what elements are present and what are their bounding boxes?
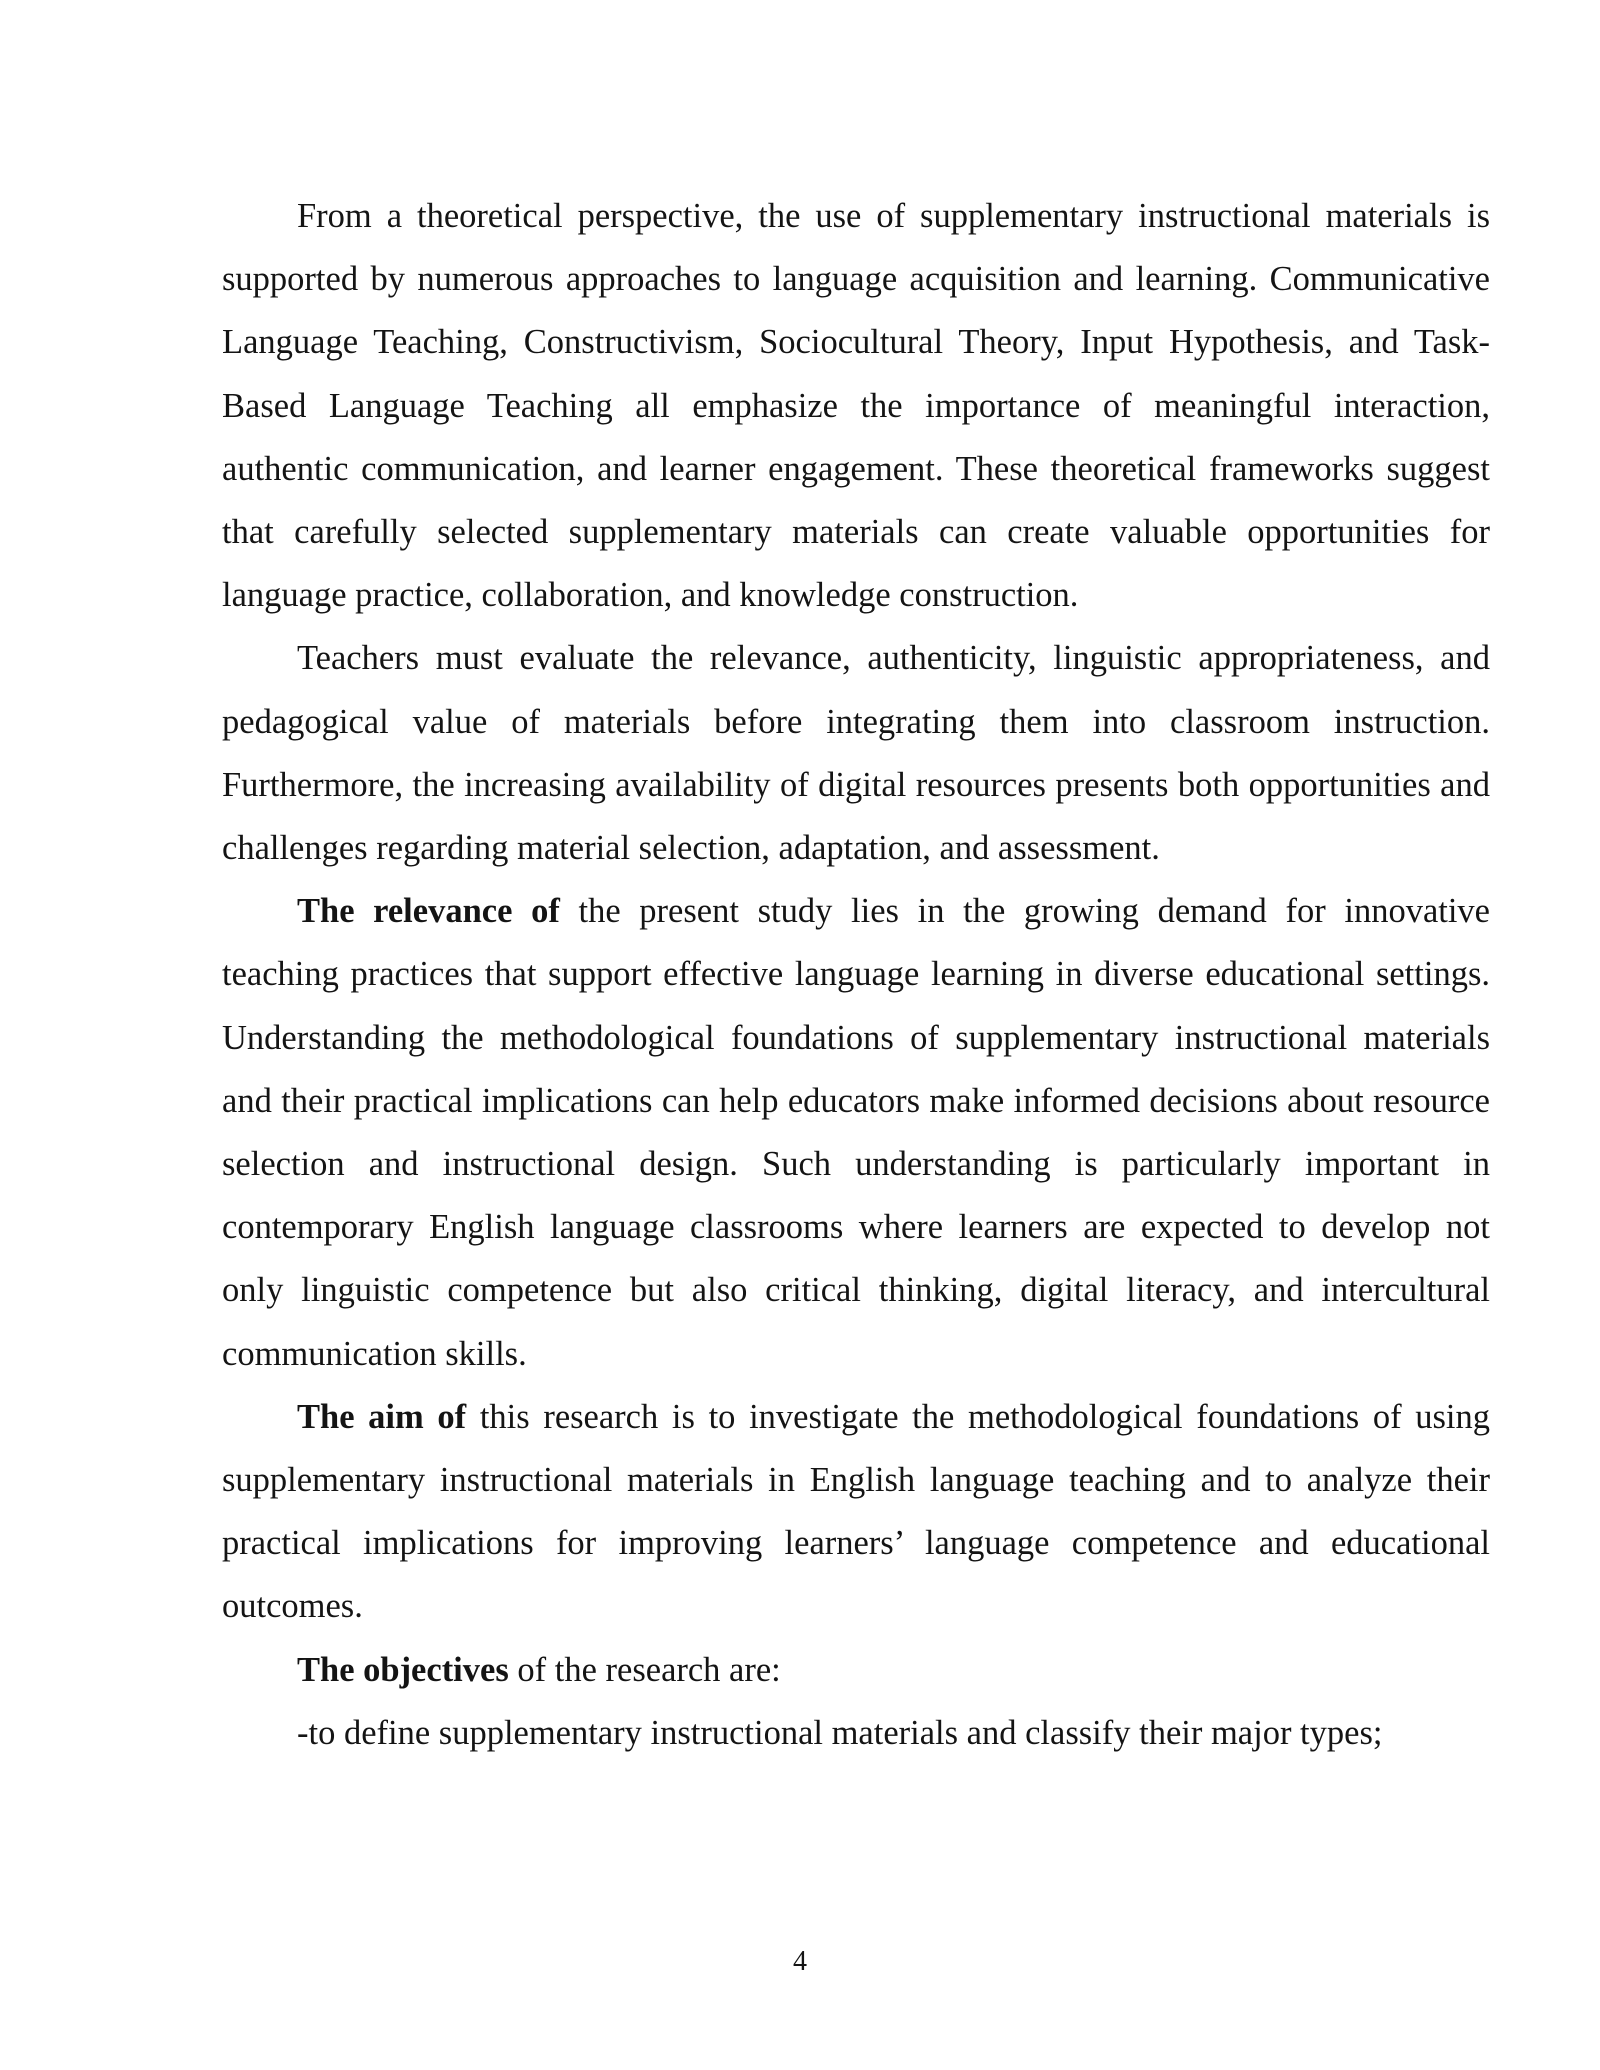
- paragraph-text: From a theoretical perspective, the use of supplementary instructional materials is supported by numerous approaches to language acquisition and learning. Communicative Language Teaching, Constructivism, Sociocultural Theory, Input Hypothesis, and Task-Based Language Teaching all emphasize the importance of meaningful interaction, authentic communication, and learner engagement. These theoretical frameworks suggest that carefully selected supplementary materials can create valuable opportunities for language practice, collaboration, and knowledge construction.: [222, 197, 1490, 615]
- paragraph-lead-bold: The relevance of: [297, 892, 560, 931]
- page-number: 4: [793, 1946, 807, 1977]
- paragraph-relevance: [222, 880, 1490, 1386]
- paragraph-text: this research is to investigate the methodological foundations of using supplementary instructional materials in English language teaching and to analyze their practical implications for improving learners’ language competence and educational outcomes.: [222, 1397, 1490, 1626]
- paragraph-text: Teachers must evaluate the relevance, authenticity, linguistic appropriateness, and pedagogical value of materials before integrating them into classroom instruction. Furthermore, the increasing availability of digital resources presents both opportunities and challenges regarding material selection, adaptation, and assessment.: [222, 639, 1490, 868]
- list-item-objective: [222, 1702, 1490, 1765]
- paragraph-aim: [222, 1386, 1490, 1639]
- paragraph-text: -to define supplementary instructional materials and classify their major types;: [297, 1713, 1383, 1752]
- paragraph-teachers-evaluate: [222, 627, 1490, 880]
- paragraph-objectives: [222, 1639, 1490, 1702]
- body-text: [222, 185, 1490, 1765]
- paragraph-lead-bold: The aim of: [297, 1397, 467, 1436]
- paragraph-theoretical-perspective: [222, 185, 1490, 627]
- paragraph-lead-bold: The objectives: [297, 1650, 509, 1689]
- paragraph-text: the present study lies in the growing demand for innovative teaching practices that support effective language learning in diverse educational settings. Understanding the methodological foundations of supplementary instructional materials and their practical implications can help educators make informed decisions about resource selection and instructional design. Such understanding is particularly important in contemporary English language classrooms where learners are expected to develop not only linguistic competence but also critical thinking, digital literacy, and intercultural communication skills.: [222, 892, 1490, 1373]
- paragraph-text: of the research are:: [508, 1650, 781, 1689]
